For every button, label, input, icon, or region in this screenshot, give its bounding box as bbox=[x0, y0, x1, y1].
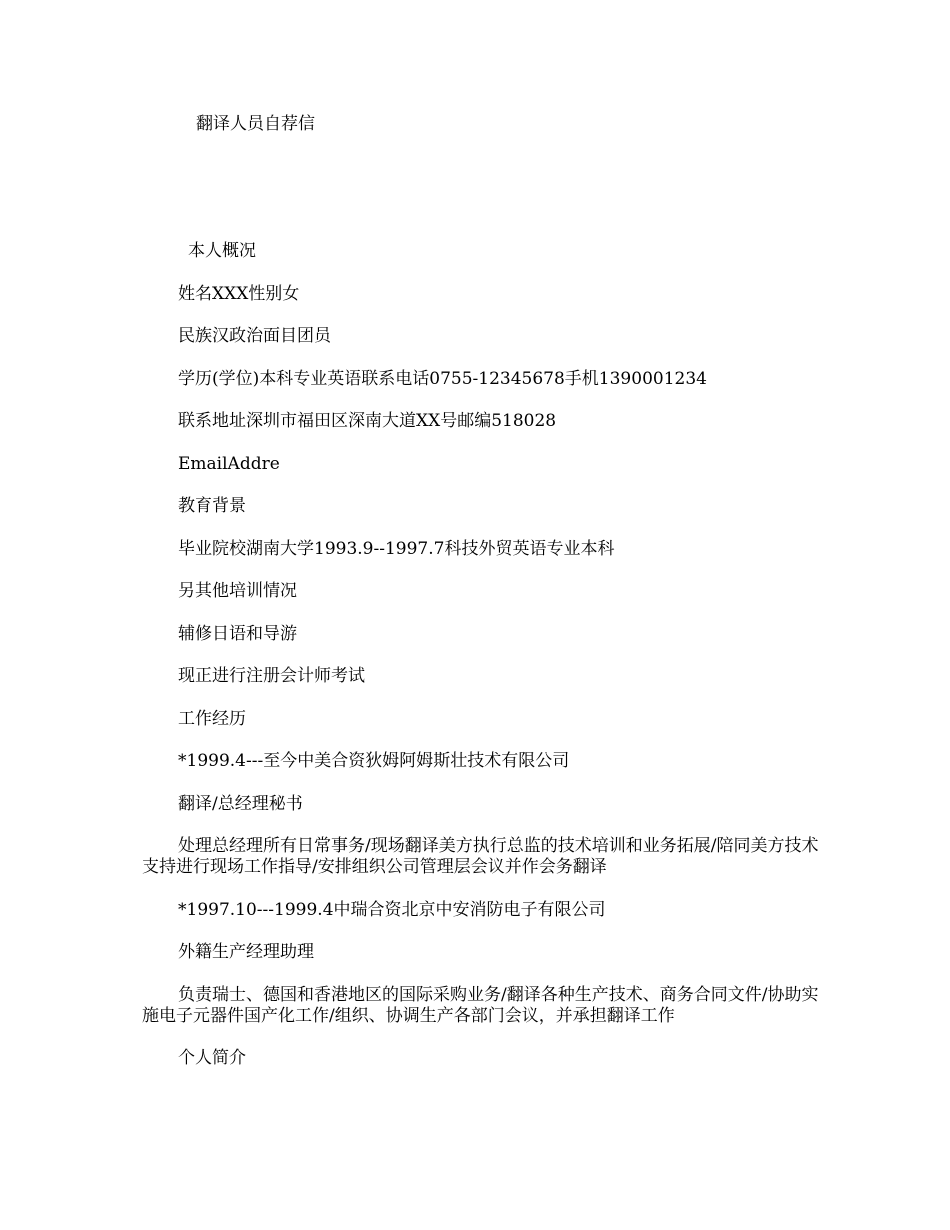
text-line: 另其他培训情况 bbox=[178, 581, 297, 601]
paragraph: 负责瑞士、德国和香港地区的国际采购业务/翻译各种生产技术、商务合同文件/协助实施电子元器件国产化工作/组织、协调生产各部门会议，并承担翻译工作 bbox=[142, 985, 819, 1026]
section-heading-work: 工作经历 bbox=[178, 709, 246, 729]
text-line: 姓名XXX性别女 bbox=[178, 284, 300, 304]
text-line: *1997.10---1999.4中瑞合资北京中安消防电子有限公司 bbox=[178, 900, 606, 920]
paragraph: 处理总经理所有日常事务/现场翻译美方执行总监的技术培训和业务拓展/陪同美方技术支持进行现场工作指导/安排组织公司管理层会议并作会务翻译 bbox=[142, 836, 819, 877]
section-heading-intro: 个人简介 bbox=[178, 1048, 246, 1068]
text-line: EmailAddre bbox=[178, 454, 280, 474]
text-line: 外籍生产经理助理 bbox=[178, 942, 314, 962]
text-line: 联系地址深圳市福田区深南大道XX号邮编518028 bbox=[178, 411, 557, 431]
text-line: 毕业院校湖南大学1993.9--1997.7科技外贸英语专业本科 bbox=[178, 539, 615, 559]
text-line: 辅修日语和导游 bbox=[178, 624, 297, 644]
text-line: *1999.4---至今中美合资狄姆阿姆斯壮技术有限公司 bbox=[178, 751, 570, 771]
text-line: 现正进行注册会计师考试 bbox=[178, 666, 365, 686]
text-line: 翻译/总经理秘书 bbox=[178, 794, 303, 814]
text-line: 学历(学位)本科专业英语联系电话0755-12345678手机1390001234 bbox=[178, 369, 707, 389]
section-heading-education: 教育背景 bbox=[178, 496, 246, 516]
text-line: 民族汉政治面目团员 bbox=[178, 326, 331, 346]
document-title: 翻译人员自荐信 bbox=[196, 114, 315, 134]
section-heading-profile: 本人概况 bbox=[188, 241, 256, 261]
